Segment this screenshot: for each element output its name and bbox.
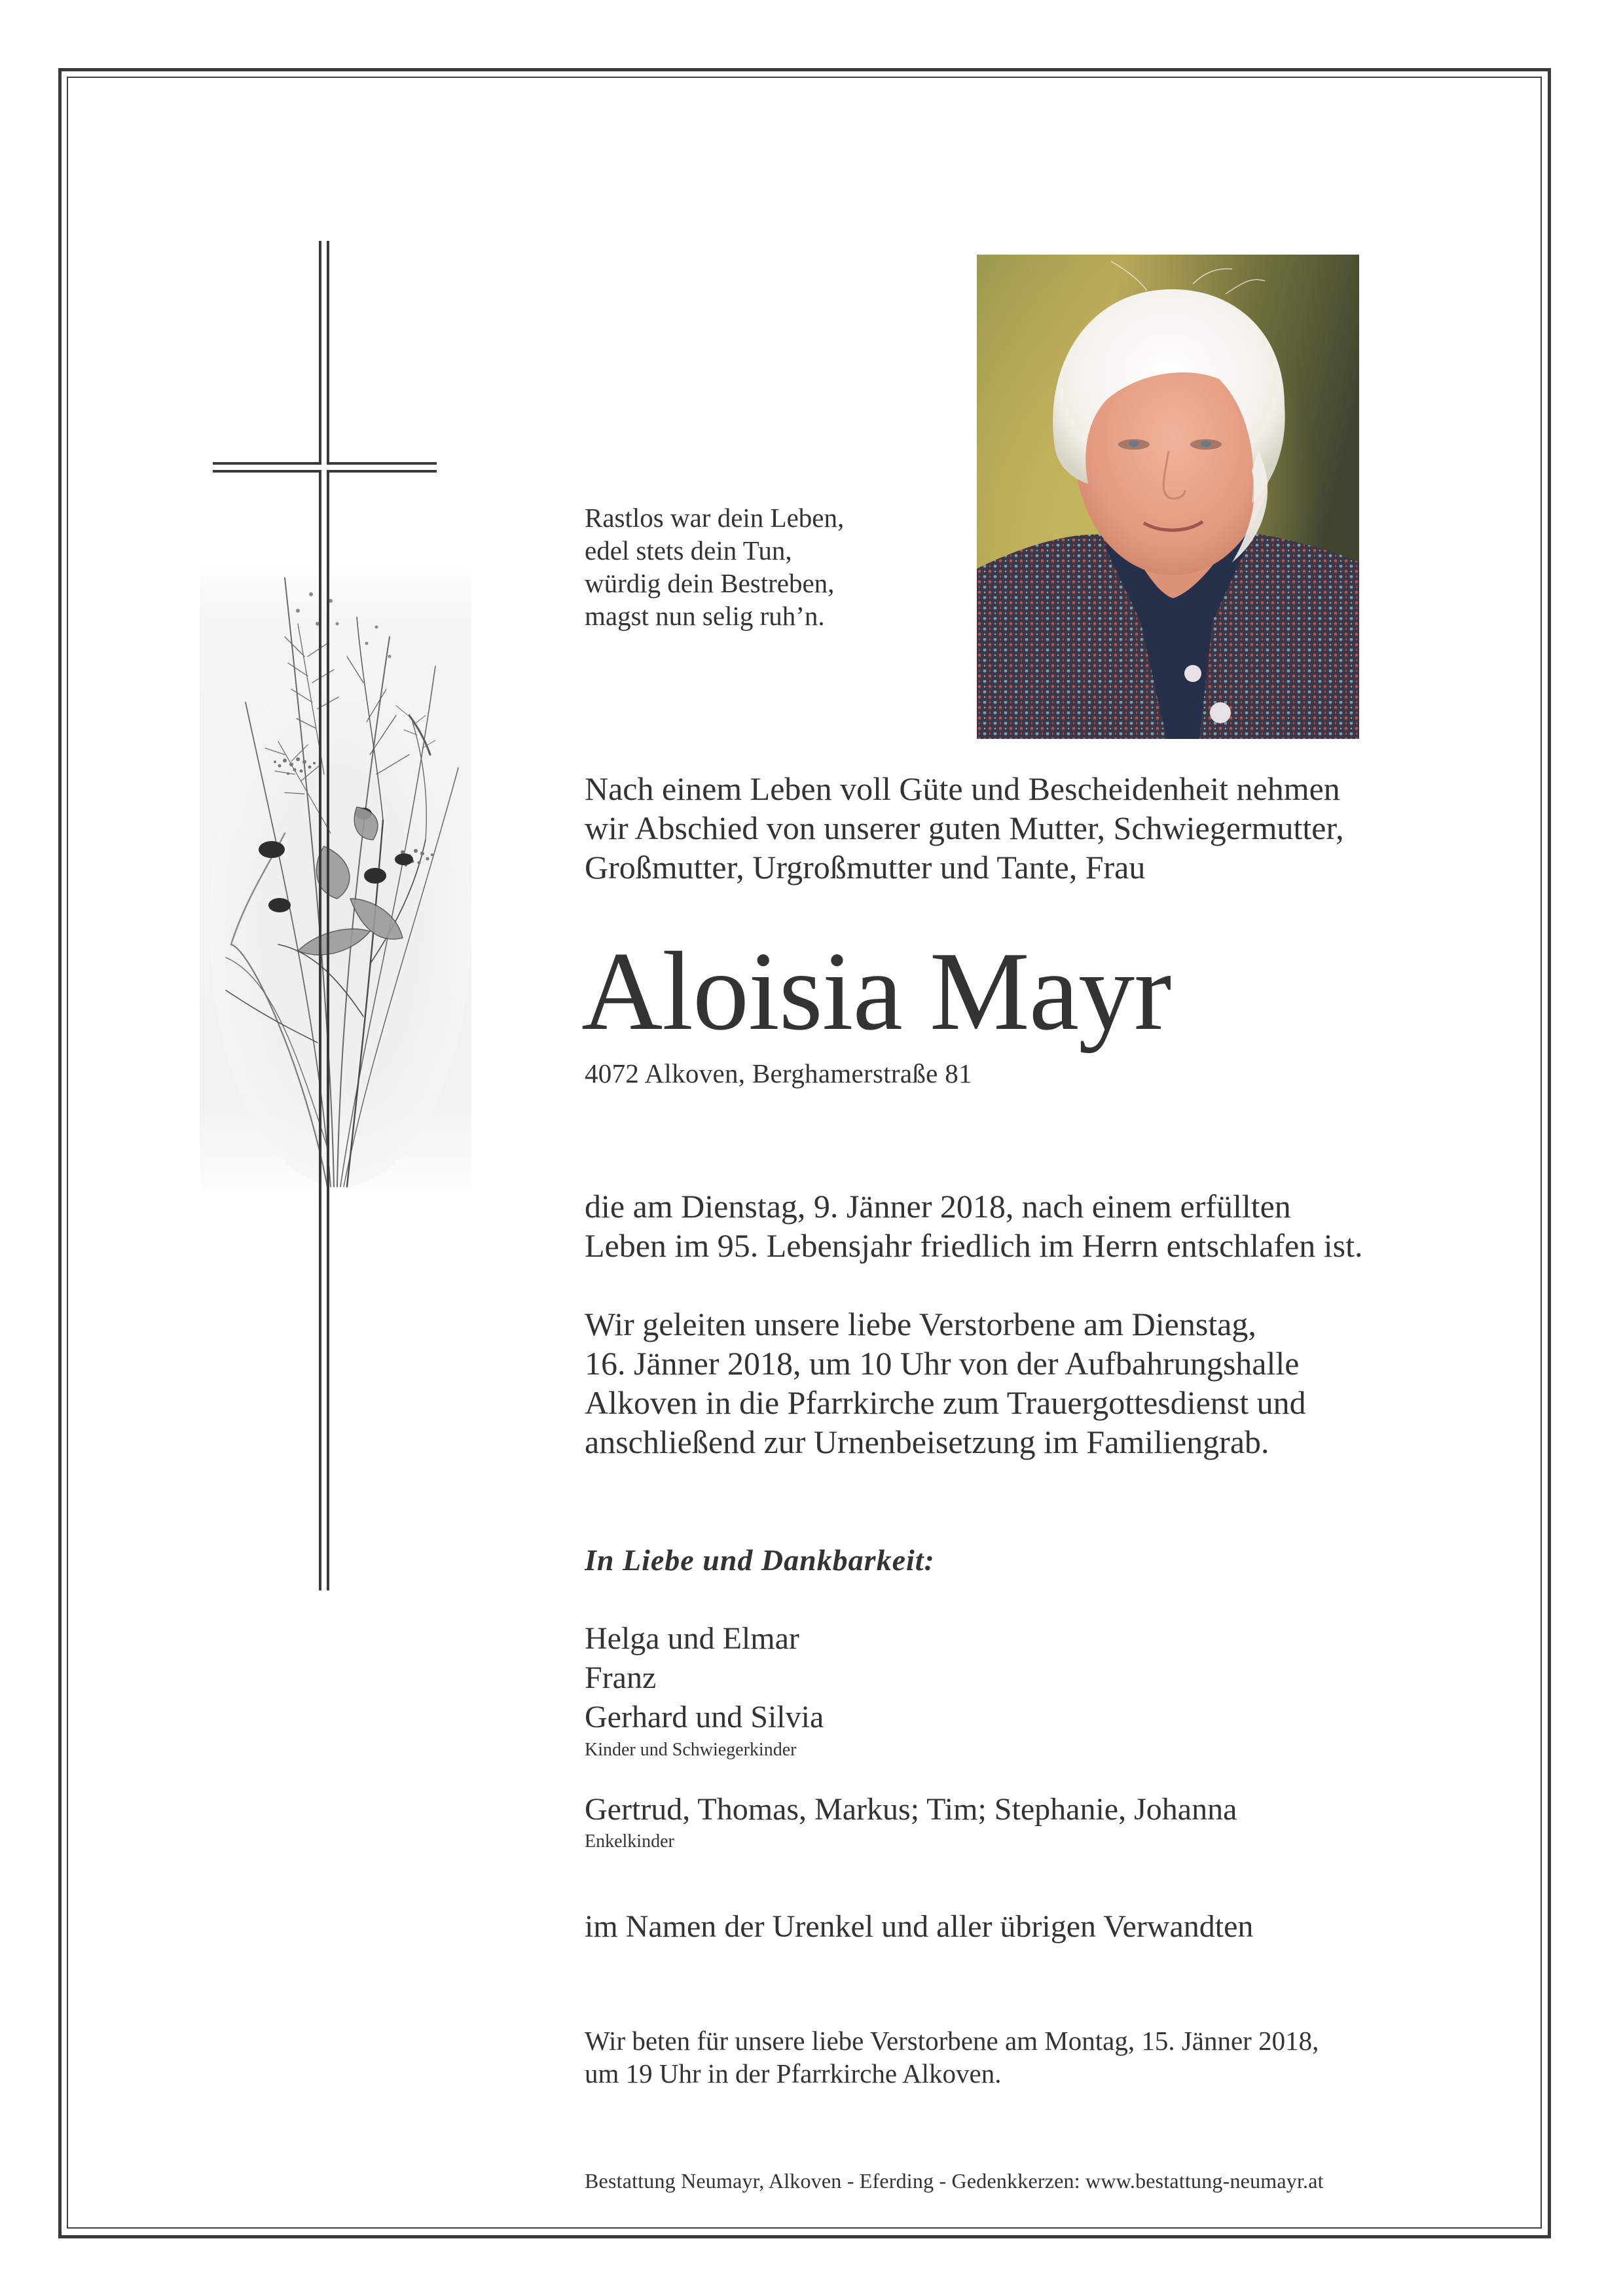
verse-line: würdig dein Bestreben,	[585, 568, 835, 598]
portrait-photo	[977, 255, 1359, 739]
memorial-verse	[585, 501, 844, 632]
funeral-home-footer: Bestattung Neumayr, Alkoven - Eferding - Gedenkkerzen: www.bestattung-neumayr.at	[585, 2169, 1324, 2193]
cross-line	[327, 241, 329, 463]
mourners-heading: In Liebe und Dankbarkeit:	[585, 1543, 935, 1577]
prayer-notice	[585, 2024, 1319, 2090]
children-list	[585, 1619, 824, 1737]
verse-line: edel stets dein Tun,	[585, 535, 792, 565]
death-notice-line: die am Dienstag, 9. Jänner 2018, nach einem erfüllten	[585, 1188, 1291, 1225]
verse-line: Rastlos war dein Leben,	[585, 503, 845, 533]
cross-line	[327, 470, 437, 473]
intro-line: wir Abschied von unserer guten Mutter, Schwiegermutter,	[585, 810, 1344, 846]
deceased-name: Aloisia Mayr	[581, 929, 1171, 1054]
cross-line	[213, 462, 321, 465]
intro-paragraph	[585, 769, 1344, 887]
cross-line	[213, 470, 321, 473]
wildflower-bouquet-icon	[200, 558, 471, 1204]
prayer-line: um 19 Uhr in der Pfarrkirche Alkoven.	[585, 2058, 1002, 2089]
verse-line: magst nun selig ruh’n.	[585, 601, 825, 631]
death-notice-line: Leben im 95. Lebensjahr friedlich im Herrn entschlafen ist.	[585, 1227, 1363, 1264]
cross-line	[319, 241, 321, 463]
intro-line: Nach einem Leben voll Güte und Bescheidenheit nehmen	[585, 770, 1340, 807]
cross-line	[327, 462, 437, 465]
funeral-line: anschließend zur Urnenbeisetzung im Familiengrab.	[585, 1424, 1269, 1460]
death-notice	[585, 1187, 1362, 1265]
funeral-line: Wir geleiten unsere liebe Verstorbene am Dienstag,	[585, 1306, 1256, 1342]
intro-line: Großmutter, Urgroßmutter und Tante, Frau	[585, 849, 1146, 886]
funeral-line: Alkoven in die Pfarrkirche zum Trauergottesdienst und	[585, 1384, 1306, 1421]
cross-line	[319, 470, 321, 1590]
children-relation-label: Kinder und Schwiegerkinder	[585, 1740, 797, 1760]
grandchildren-relation-label: Enkelkinder	[585, 1831, 674, 1852]
deceased-address: 4072 Alkoven, Berghamerstraße 81	[585, 1058, 972, 1088]
funeral-details	[585, 1304, 1306, 1462]
mourner-name: Franz	[585, 1660, 657, 1695]
funeral-line: 16. Jänner 2018, um 10 Uhr von der Aufbahrungshalle	[585, 1345, 1300, 1382]
grandchildren-names: Gertrud, Thomas, Markus; Tim; Stephanie, Johanna	[585, 1792, 1237, 1827]
mourner-name: Gerhard und Silvia	[585, 1700, 824, 1734]
cross-line	[327, 470, 329, 1590]
mourner-name: Helga und Elmar	[585, 1621, 799, 1656]
other-relatives: im Namen der Urenkel und aller übrigen Verwandten	[585, 1909, 1254, 1944]
prayer-line: Wir beten für unsere liebe Verstorbene am Montag, 15. Jänner 2018,	[585, 2026, 1319, 2056]
